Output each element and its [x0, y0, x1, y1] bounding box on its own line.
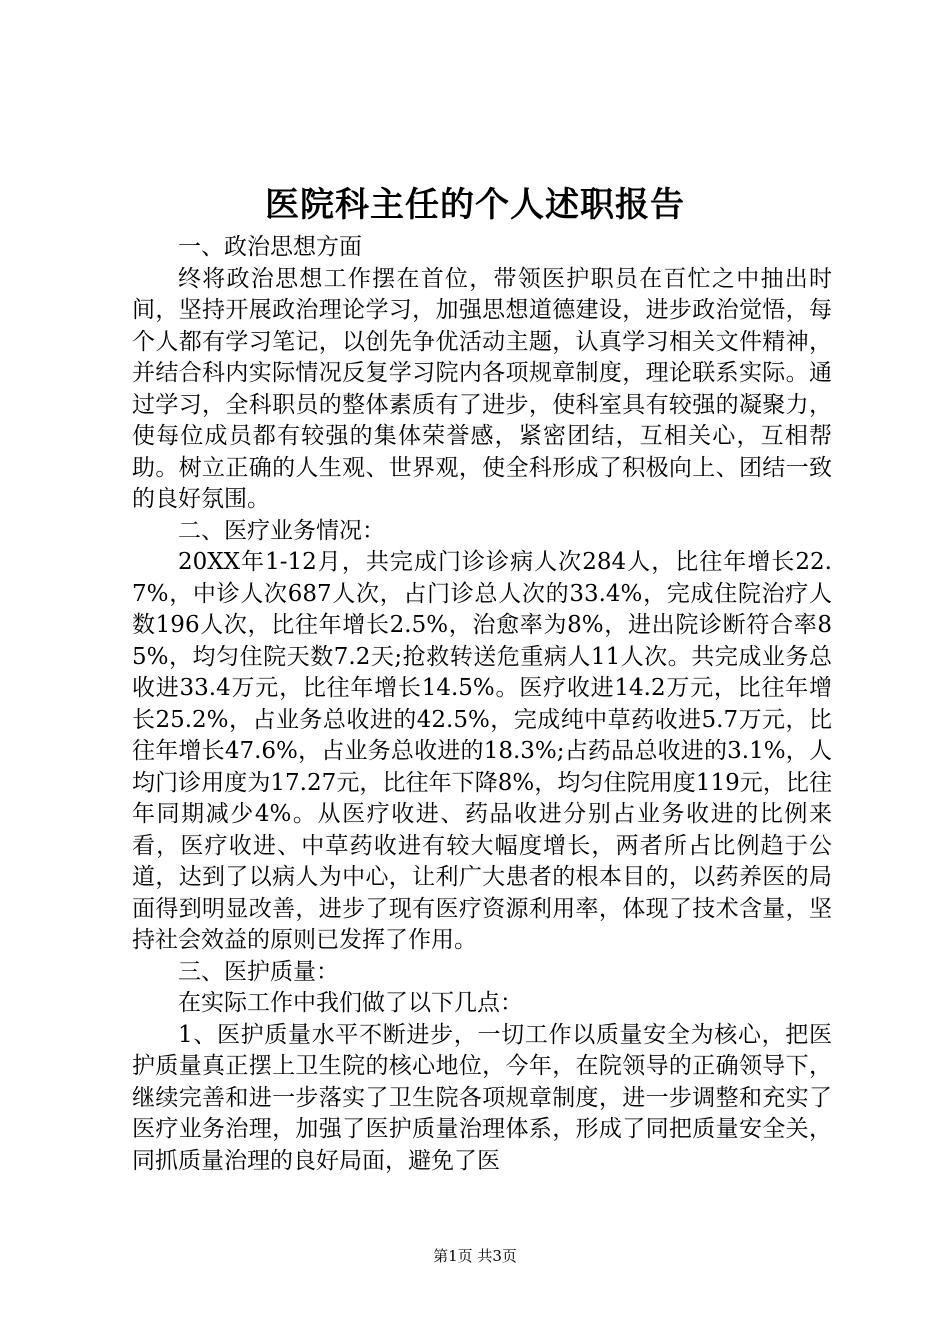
- paragraph-intro-points: 在实际工作中我们做了以下几点：: [178, 990, 523, 1016]
- document-body: [132, 232, 832, 1177]
- section-heading-medical-business: 二、医疗业务情况：: [178, 517, 385, 544]
- paragraph-medical-business: 20XX年1-12月，共完成门诊诊病人次284人，比往年增长22.7%，中诊人次687人次，占门诊总人次的33.4%，完成住院治疗人数196人次，比往年增长2.5%，治愈率为8%，进出院诊断符合率85%，均匀住院天数7.2天;抢救转送危重病人11人次。共完成业务总收进33.4万元，比往年增长14.5%。医疗收进14.2万元，比往年增长25.2%，占业务总收进的42.5%，完成纯中草药收进5.7万元，比往年增长47.6%，占业务总收进的18.3%;占药品总收进的3.1%，人均门诊用度为17.27元，比往年下降8%，均匀住院用度119元，比往年同期减少4%。从医疗收进、药品收进分别占业务收进的比例来看，医疗收进、中草药收进有较大幅度增长，两者所占比例趋于公道，达到了以病人为中心，让利广大患者的根本目的，以药养医的局面得到明显改善，进步了现有医疗资源利用率，体现了技术含量，坚持社会效益的原则已发挥了作用。: [132, 549, 832, 953]
- section-heading-care-quality: 三、医护质量：: [178, 958, 339, 985]
- page-footer: 第1页 共3页: [433, 1247, 517, 1265]
- section-heading-politics: 一、政治思想方面: [178, 234, 362, 260]
- paragraph-politics: 终将政治思想工作摆在首位，带领医护职员在百忙之中抽出时间，坚持开展政治理论学习，加强思想道德建设，进步政治觉悟，每个人都有学习笔记，以创先争优活动主题，认真学习相关文件精神，并结合科内实际情况反复学习院内各项规章制度，理论联系实际。通过学习，全科职员的整体素质有了进步，使科室具有较强的凝聚力，使每位成员都有较强的集体荣誉感，紧密团结，互相关心，互相帮助。树立正确的人生观、世界观，使全科形成了积极向上、团结一致的良好氛围。: [132, 265, 832, 512]
- document-title: 医院科主任的个人述职报告: [265, 185, 685, 225]
- paragraph-point-1: 1、医护质量水平不断进步，一切工作以质量安全为核心，把医护质量真正摆上卫生院的核心地位，今年，在院领导的正确领导下，继续完善和进一步落实了卫生院各项规章制度，进一步调整和充实了医疗业务治理，加强了医护质量治理体系，形成了同把质量安全关，同抓质量治理的良好局面，避免了医: [132, 1021, 832, 1174]
